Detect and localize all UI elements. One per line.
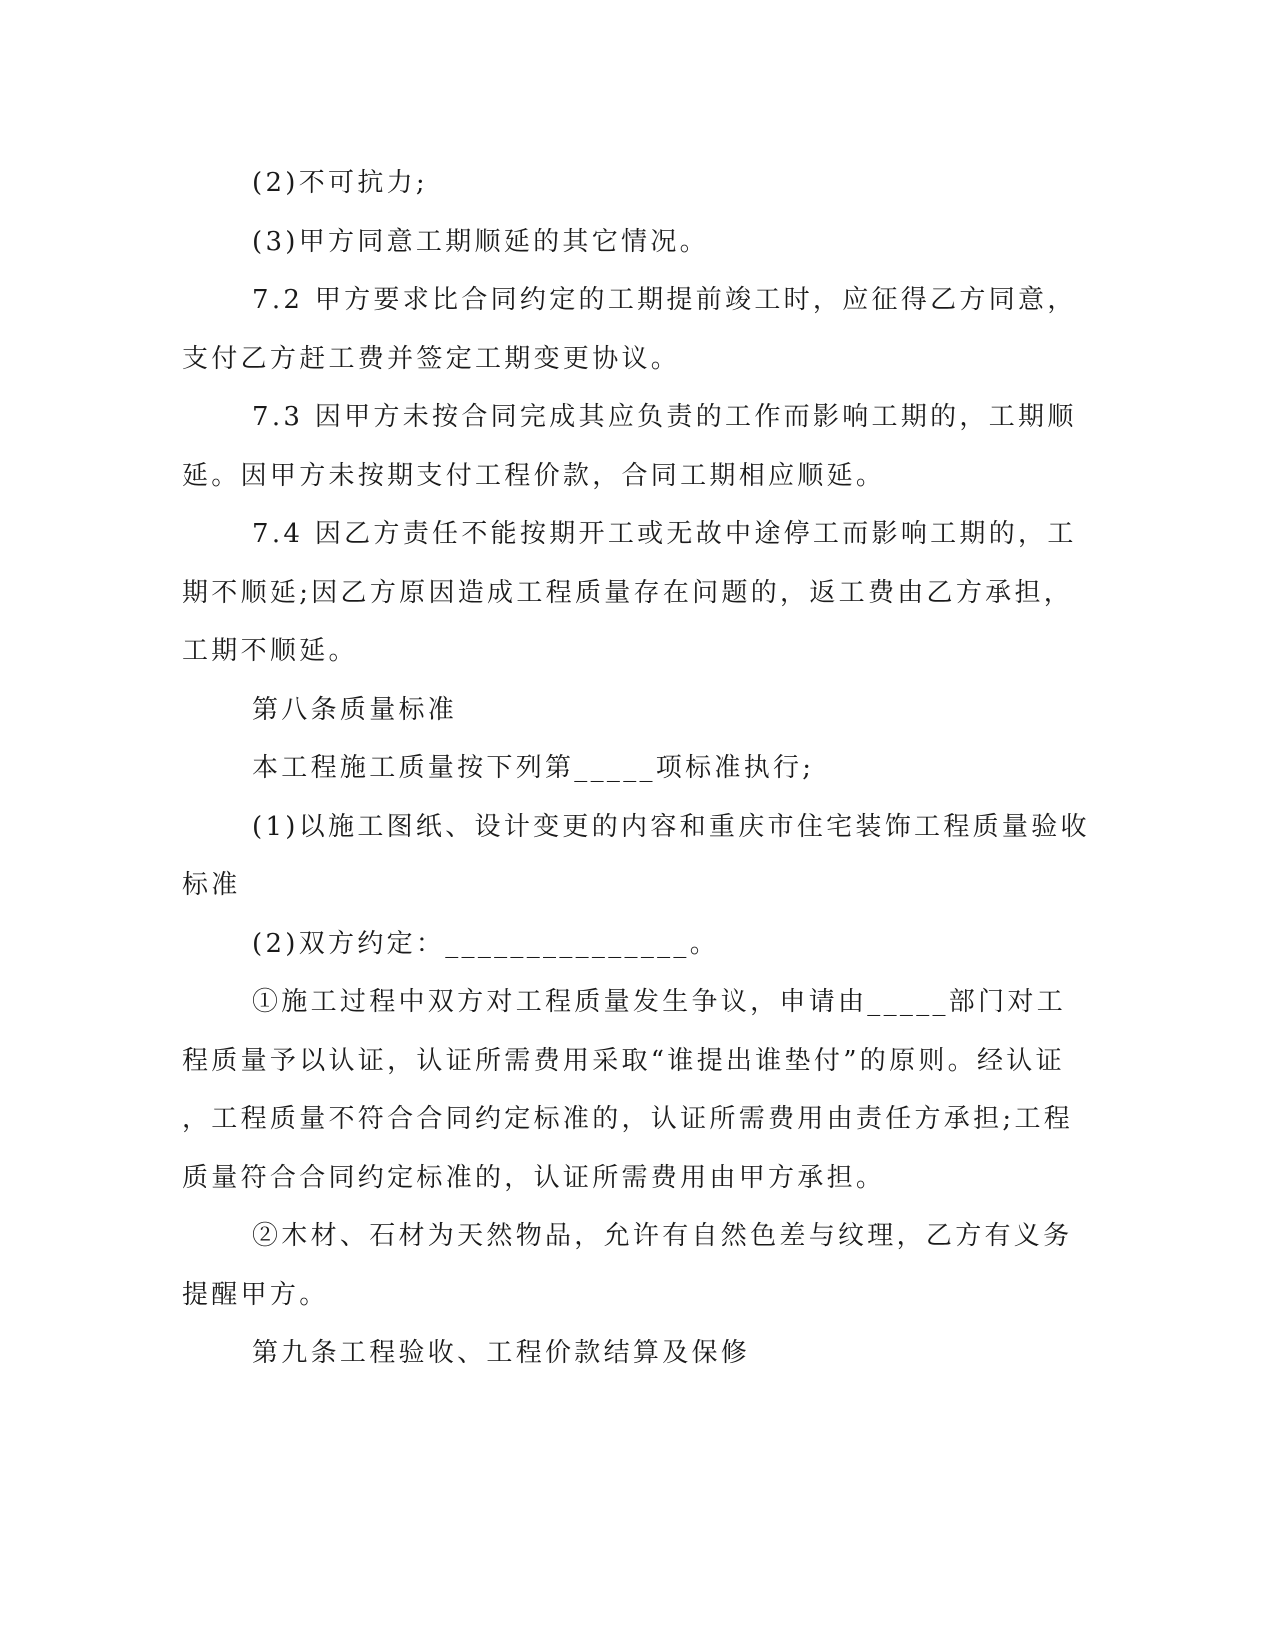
text-line: ，工程质量不符合合同约定标准的，认证所需费用由责任方承担;工程	[182, 1104, 1074, 1134]
text-line: (1)以施工图纸、设计变更的内容和重庆市住宅装饰工程质量验收	[252, 812, 1090, 842]
text-line: ①施工过程中双方对工程质量发生争议，申请由_____部门对工	[252, 987, 1067, 1017]
text-line: (2)不可抗力;	[252, 168, 428, 198]
text-line: (3)甲方同意工期顺延的其它情况。	[252, 227, 709, 257]
text-line: 提醒甲方。	[182, 1280, 329, 1310]
text-line: 期不顺延;因乙方原因造成工程质量存在问题的，返工费由乙方承担，	[182, 578, 1074, 608]
section-heading: 第八条质量标准	[252, 695, 458, 725]
text-line: (2)双方约定：_______________。	[252, 929, 720, 959]
section-heading: 第九条工程验收、工程价款结算及保修	[252, 1338, 751, 1368]
text-line: 标准	[182, 870, 241, 900]
text-line: 7.4 因乙方责任不能按期开工或无故中途停工而影响工期的，工	[252, 519, 1077, 549]
text-line: 工期不顺延。	[182, 636, 358, 666]
text-line: 7.3 因甲方未按合同完成其应负责的工作而影响工期的，工期顺	[252, 402, 1077, 432]
text-line: 质量符合合同约定标准的，认证所需费用由甲方承担。	[182, 1163, 886, 1193]
text-line: 程质量予以认证，认证所需费用采取“谁提出谁垫付”的原则。经认证	[182, 1046, 1065, 1076]
text-line: ②木材、石材为天然物品，允许有自然色差与纹理，乙方有义务	[252, 1221, 1073, 1251]
text-line: 延。因甲方未按期支付工程价款，合同工期相应顺延。	[182, 461, 886, 491]
text-line: 7.2 甲方要求比合同约定的工期提前竣工时，应征得乙方同意，	[252, 285, 1077, 315]
text-line: 本工程施工质量按下列第_____项标准执行;	[252, 753, 815, 783]
text-line: 支付乙方赶工费并签定工期变更协议。	[182, 344, 681, 374]
